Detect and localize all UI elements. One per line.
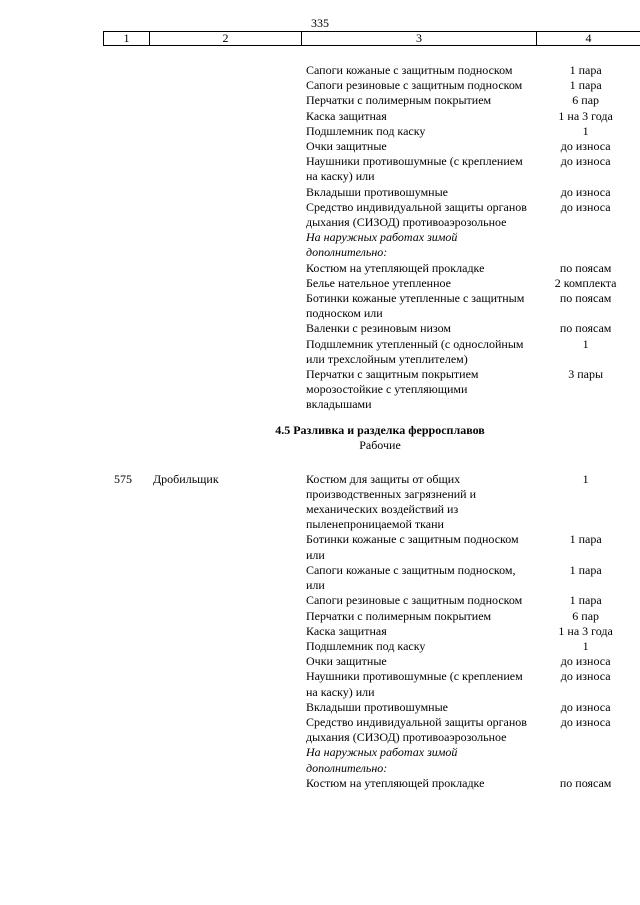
item-name: Сапоги резиновые с защитным подноском (306, 593, 523, 608)
list-item (0, 185, 640, 200)
item-name: На наружных работах зимой дополнительно: (306, 230, 458, 260)
item-name: Средство индивидуальной защиты органов дыхания (СИЗОД) противоаэрозольное (306, 714, 527, 745)
item-name: Подшлемник под каску (306, 638, 426, 653)
section-title: 4.5 Разливка и разделка ферросплавов (275, 422, 485, 437)
item-quantity: 1 пара (569, 78, 602, 93)
list-item (0, 532, 640, 562)
list-item (0, 700, 640, 715)
header-col-4: 4 (585, 31, 592, 45)
item-name: Костюм для защиты от общих производственных загрязнений и механических воздействий из пыленепроницаемой ткани (306, 471, 477, 532)
list-item (0, 261, 640, 276)
item-name: Валенки с резиновым низом (306, 321, 452, 336)
item-name: Ботинки кожаные утепленные с защитным подноском или (306, 291, 525, 321)
item-quantity: по поясам (559, 291, 612, 306)
list-item (0, 593, 640, 608)
item-quantity: до износа (560, 714, 611, 729)
section-subtitle: Рабочие (359, 437, 401, 452)
list-item (0, 609, 640, 624)
item-quantity: 1 пара (569, 63, 602, 77)
list-item (0, 139, 640, 154)
item-name: Каска защитная (306, 108, 387, 123)
item-name: Перчатки с полимерным покрытием (306, 608, 492, 623)
list-item (0, 124, 640, 139)
item-name: Костюм на утепляющей прокладке (306, 775, 485, 790)
item-quantity: 3 пары (568, 367, 604, 382)
item-quantity: до износа (560, 154, 611, 169)
list-item (0, 109, 640, 124)
header-col-2: 2 (150, 32, 302, 45)
item-quantity: 1 на 3 года (558, 623, 613, 638)
list-item (0, 715, 640, 745)
item-name: Каска защитная (306, 623, 387, 638)
list-item (0, 63, 640, 78)
equipment-list-2 (0, 472, 640, 791)
item-name: Костюм на утепляющей прокладке (306, 260, 485, 275)
entry-number: 575 (114, 471, 132, 486)
item-quantity: 6 пар (572, 93, 600, 108)
item-quantity: 1 пара (569, 532, 602, 547)
page-number: 335 (311, 16, 329, 30)
item-quantity: по поясам (559, 775, 612, 790)
document-body (0, 63, 640, 791)
entry-profession: Дробильщик (153, 471, 219, 486)
list-item (0, 776, 640, 791)
list-item (0, 230, 640, 260)
item-quantity: 1 пара (569, 593, 602, 608)
list-item (0, 291, 640, 321)
table-header (103, 31, 640, 46)
item-name: Наушники противошумные (с креплением на каску) или (306, 669, 523, 699)
header-col-3: 3 (302, 32, 537, 45)
header-col-1: 1 (104, 32, 150, 45)
list-item (0, 654, 640, 669)
item-quantity: по поясам (559, 260, 612, 275)
list-item (0, 563, 640, 593)
item-name: Белье нательное утепленное (306, 275, 451, 290)
item-name: Средство индивидуальной защиты органов дыхания (СИЗОД) противоаэрозольное (306, 199, 527, 230)
item-quantity: 1 (582, 123, 589, 138)
item-name: Подшлемник утепленный (с однослойным или трехслойным утеплителем) (306, 336, 524, 366)
item-quantity: до износа (560, 199, 611, 214)
item-name: Ботинки кожаные с защитным подноском или (306, 532, 519, 562)
item-quantity: до износа (560, 699, 611, 714)
entry-575 (0, 472, 640, 791)
list-item (0, 669, 640, 699)
list-item (0, 93, 640, 108)
item-quantity (531, 745, 640, 775)
item-quantity: 6 пар (572, 608, 600, 623)
item-name: Очки защитные (306, 654, 387, 669)
item-quantity: до износа (560, 654, 611, 669)
item-quantity: по поясам (559, 321, 612, 336)
list-item (0, 367, 640, 413)
list-item (0, 624, 640, 639)
item-quantity: 1 (582, 336, 589, 351)
list-item (0, 78, 640, 93)
item-quantity: 1 (582, 638, 589, 653)
item-quantity: до износа (560, 669, 611, 684)
item-quantity: 1 на 3 года (558, 108, 613, 123)
item-quantity (531, 230, 640, 260)
equipment-list-1 (0, 63, 640, 413)
list-item (0, 745, 640, 775)
item-name: Вкладыши противошумные (306, 699, 448, 714)
list-item (0, 639, 640, 654)
item-name: Перчатки с защитным покрытием морозостойкие с утепляющими вкладышами (306, 367, 479, 412)
item-name: Сапоги кожаные с защитным подноском (306, 63, 513, 77)
item-name: Подшлемник под каску (306, 123, 426, 138)
list-item (0, 200, 640, 230)
item-quantity: 2 комплекта (554, 275, 617, 290)
item-quantity: до износа (560, 139, 611, 154)
item-name: Сапоги кожаные с защитным подноском, или (306, 562, 516, 593)
list-item (0, 337, 640, 367)
list-item (0, 321, 640, 336)
item-name: Перчатки с полимерным покрытием (306, 93, 492, 108)
item-name: Вкладыши противошумные (306, 184, 448, 199)
item-quantity: 1 пара (569, 562, 602, 577)
item-name: Сапоги резиновые с защитным подноском (306, 78, 523, 93)
item-name: На наружных работах зимой дополнительно: (306, 745, 458, 775)
item-name: Наушники противошумные (с креплением на каску) или (306, 154, 523, 184)
list-item (0, 276, 640, 291)
item-quantity: до износа (560, 184, 611, 199)
list-item (0, 472, 640, 533)
item-quantity: 1 (582, 471, 589, 486)
list-item (0, 154, 640, 184)
item-name: Очки защитные (306, 139, 387, 154)
